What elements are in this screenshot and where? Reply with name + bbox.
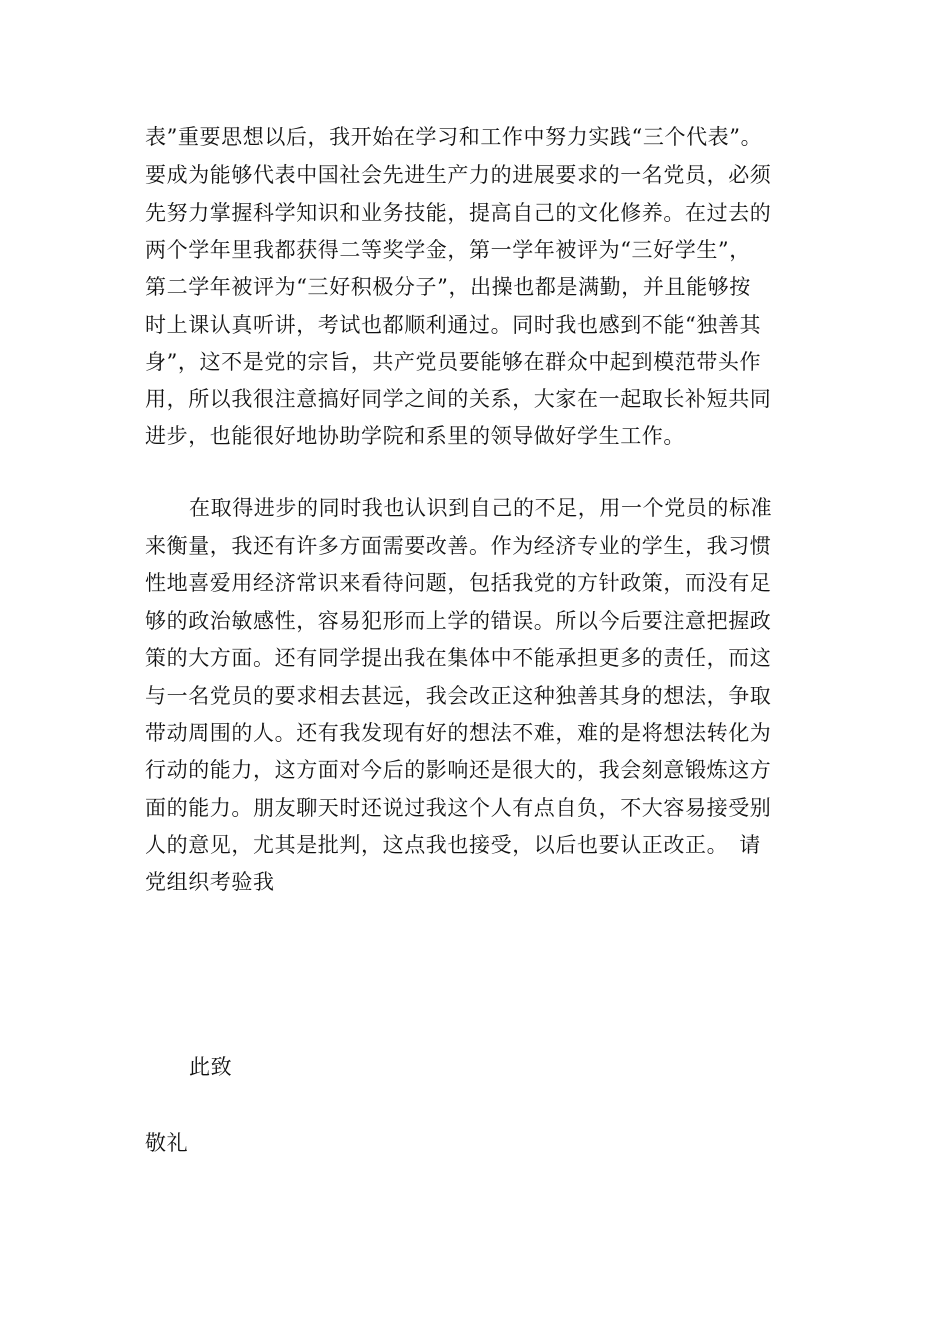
text-line: 在取得进步的同时我也认识到自己的不足，用一个党员的标准 [189, 496, 773, 520]
closing-salutation: 此致 [189, 1055, 233, 1079]
text-line: 先努力掌握科学知识和业务技能，提高自己的文化修养。在过去的 [145, 201, 772, 225]
text-line: 身”，这不是党的宗旨，共产党员要能够在群众中起到模范带头作 [145, 350, 762, 374]
text-line: 面的能力。朋友聊天时还说过我这个人有点自负，不大容易接受别 [145, 796, 772, 820]
text-line: 进步，也能很好地协助学院和系里的领导做好学生工作。 [145, 424, 685, 448]
text-line: 党组织考验我 [145, 870, 275, 894]
text-line: 性地喜爱用经济常识来看待问题，包括我党的方针政策，而没有足 [145, 571, 772, 595]
text-line: 人的意见，尤其是批判，这点我也接受，以后也要认正改正。 请 [145, 833, 761, 857]
text-line: 两个学年里我都获得二等奖学金，第一学年被评为“三好学生”， [145, 238, 751, 262]
text-line: 带动周围的人。还有我发现有好的想法不难，难的是将想法转化为 [145, 721, 772, 745]
text-line: 时上课认真听讲，考试也都顺利通过。同时我也感到不能“独善其 [145, 313, 762, 337]
text-line: 够的政治敏感性，容易犯形而上学的错误。所以今后要注意把握政 [145, 609, 772, 633]
closing-regards: 敬礼 [145, 1131, 189, 1155]
text-line: 与一名党员的要求相去甚远，我会改正这种独善其身的想法，争取 [145, 684, 772, 708]
text-line: 策的大方面。还有同学提出我在集体中不能承担更多的责任，而这 [145, 646, 772, 670]
text-line: 用，所以我很注意搞好同学之间的关系，大家在一起取长补短共同 [145, 387, 772, 411]
text-line: 要成为能够代表中国社会先进生产力的进展要求的一名党员，必须 [145, 163, 772, 187]
text-line: 第二学年被评为“三好积极分子”，出操也都是满勤，并且能够按 [145, 275, 751, 299]
text-line: 来衡量，我还有许多方面需要改善。作为经济专业的学生，我习惯 [145, 534, 772, 558]
text-line: 行动的能力，这方面对今后的影响还是很大的，我会刻意锻炼这方 [145, 758, 772, 782]
text-line: 表”重要思想以后，我开始在学习和工作中努力实践“三个代表”。 [145, 125, 763, 149]
